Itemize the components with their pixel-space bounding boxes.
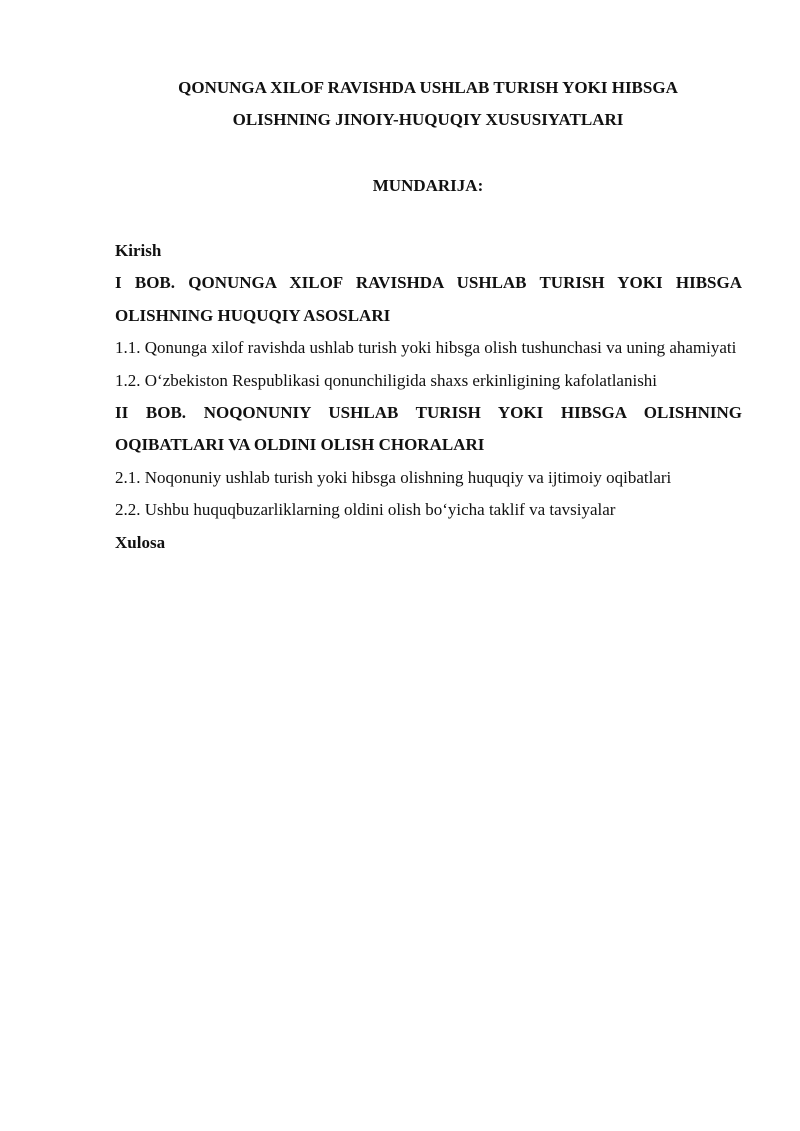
toc-entry-section-1-2: 1.2. O‘zbekiston Respublikasi qonunchiligida shaxs erkinligining kafolatlanishi xyxy=(115,370,658,390)
title-line-2: OLISHNING JINOIY-HUQUQIY XUSUSIYATLARI xyxy=(232,110,624,129)
document-title xyxy=(100,72,756,136)
toc-entry-chapter-1: I BOB. QONUNGA XILOF RAVISHDA USHLAB TURISH YOKI HIBSGA OLISHNING HUQUQIY ASOSLARI xyxy=(115,273,742,325)
table-of-contents xyxy=(115,235,742,559)
toc-entry-conclusion: Xulosa xyxy=(115,532,166,552)
toc-entry-section-2-1: 2.1. Noqonuniy ushlab turish yoki hibsga olishning huquqiy va ijtimoiy oqibatlari xyxy=(115,467,672,487)
toc-entry-chapter-2: II BOB. NOQONUNIY USHLAB TURISH YOKI HIBSGA OLISHNING OQIBATLARI VA OLDINI OLISH CHORALARI xyxy=(115,403,742,455)
toc-entry-introduction: Kirish xyxy=(115,241,162,260)
toc-entry-section-1-1: 1.1. Qonunga xilof ravishda ushlab turish yoki hibsga olish tushunchasi va uning ahamiyati xyxy=(115,338,737,358)
title-line-1: QONUNGA XILOF RAVISHDA USHLAB TURISH YOKI HIBSGA xyxy=(178,78,678,97)
toc-entry-section-2-2: 2.2. Ushbu huquqbuzarliklarning oldini olish bo‘yicha taklif va tavsiyalar xyxy=(115,500,616,520)
toc-heading: MUNDARIJA: xyxy=(372,176,484,195)
